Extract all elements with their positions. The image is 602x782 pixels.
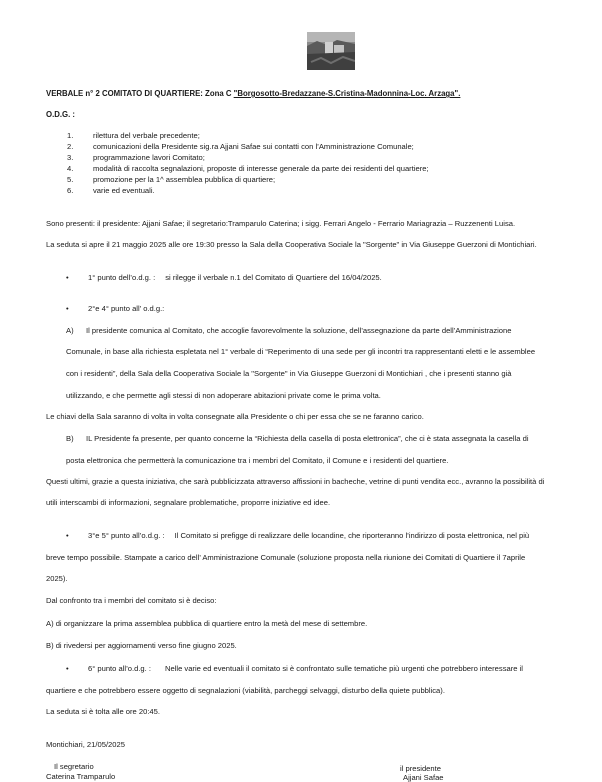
agenda-text: modalità di raccolta segnalazioni, proposte di interesse generale da parte dei residenti del quartiere;: [93, 164, 429, 173]
agenda-num: 4.: [67, 164, 74, 173]
bullet-icon: •: [66, 273, 69, 282]
section-a-line-2: Comunale, in base alla richiesta espletata nel 1° verbale di “Reperimento di una sede per gli incontri tra rappresentanti eletti e le assemblee: [66, 347, 536, 356]
section-a-line-4: utilizzando, e che permette agli stessi di non adoperare abitazioni private come le prima volta.: [66, 391, 381, 400]
keys-paragraph: Le chiavi della Sala saranno di volta in volta consegnate alla Presidente o chi per essa che se ne faranno carico.: [46, 412, 424, 421]
notices-line-1: Questi ultimi, grazie a questa iniziativa, che sarà pubblicizzata attraverso affissioni in bacheche, vetrine di punti vendita ecc., avranno la possibilità di: [46, 477, 545, 486]
document-title: [46, 89, 460, 98]
header-photo: [307, 32, 355, 70]
decision-a: A) di organizzare la prima assemblea pubblica di quartiere entro la metà del mese di settembre.: [46, 619, 368, 628]
closing-paragraph: La seduta si è tolta alle ore 20:45.: [46, 707, 160, 716]
point-3-5-line-3: 2025).: [46, 574, 68, 583]
point-1-label: 1° punto dell’o.d.g. :: [88, 273, 156, 282]
point-3-5: [66, 531, 529, 540]
agenda-item-2: [67, 142, 414, 151]
title-prefix: VERBALE n° 2 COMITATO DI QUARTIERE: Zona C: [46, 89, 234, 98]
decision-b: B) di rivedersi per aggiornamenti verso fine giugno 2025.: [46, 641, 237, 650]
agenda-text: varie ed eventuali.: [93, 186, 155, 195]
odg-label: O.D.G. :: [46, 110, 76, 119]
secretary-role: Il segretario: [54, 762, 94, 771]
bullet-icon: •: [66, 531, 69, 540]
landscape-photo-icon: [307, 32, 355, 70]
agenda-text: comunicazioni della Presidente sig.ra Ajjani Safae sui contatti con l’Amministrazione Comunale;: [93, 142, 414, 151]
president-role: il presidente: [400, 764, 441, 773]
president-name: Ajjani Safae: [403, 773, 444, 782]
place-date: Montichiari, 21/05/2025: [46, 740, 125, 749]
point-2-4-label: 2°e 4° punto all’ o.d.g.:: [88, 304, 165, 313]
point-1: [66, 273, 382, 282]
agenda-text: rilettura del verbale precedente;: [93, 131, 200, 140]
agenda-item-6: [67, 186, 155, 195]
opening-paragraph: La seduta si apre il 21 maggio 2025 alle ore 19:30 presso la Sala della Cooperativa Sociale la "Sorgente" in Via Giuseppe Guerzoni di Montichiari.: [46, 240, 537, 249]
point-3-5-label: 3°e 5° punto all’o.d.g. :: [88, 531, 165, 540]
bullet-icon: •: [66, 664, 69, 673]
point-1-text: si rilegge il verbale n.1 del Comitato di Quartiere del 16/04/2025.: [165, 273, 382, 282]
section-a-label: A): [66, 326, 74, 335]
point-6: [66, 664, 523, 673]
agenda-num: 3.: [67, 153, 74, 162]
title-zone: "Borgosotto-Bredazzane-S.Cristina-Madonnina-Loc. Arzaga".: [233, 89, 461, 98]
notices-line-2: utili interscambi di informazioni, segnalare problematiche, proporre iniziative ed idee.: [46, 498, 331, 507]
decided-paragraph: Dal confronto tra i membri del comitato si è deciso:: [46, 596, 217, 605]
point-3-5-line-2: breve tempo possibile. Stampate a carico dell’ Amministrazione Comunale (soluzione proposta nella riunione dei Comitati di Quartiere il 7aprile: [46, 553, 526, 562]
secretary-name: Caterina Tramparulo: [46, 772, 116, 781]
section-b-line-1: [66, 434, 529, 443]
agenda-item-1: [67, 131, 200, 140]
agenda-text: promozione per la 1^ assemblea pubblica di quartiere;: [93, 175, 276, 184]
agenda-item-5: [67, 175, 275, 184]
section-b-line-2: posta elettronica che permetterà la comunicazione tra i membri del Comitato, il Comune e i residenti del quartiere.: [66, 456, 449, 465]
attendees-paragraph: Sono presenti: il presidente: Ajjani Safae; il segretario:Tramparulo Caterina; i sigg. Ferrari Angelo - Ferrario Mariagrazia – Ruzzenenti Luisa.: [46, 219, 516, 228]
agenda-item-4: [67, 164, 429, 173]
point-3-5-text: Il Comitato si prefigge di realizzare delle locandine, che riporteranno l’indirizzo di posta elettronica, nel più: [174, 531, 530, 540]
agenda-num: 2.: [67, 142, 74, 151]
agenda-num: 6.: [67, 186, 74, 195]
agenda-num: 1.: [67, 131, 74, 140]
bullet-icon: •: [66, 304, 69, 313]
agenda-text: programmazione lavori Comitato;: [93, 153, 205, 162]
point-6-text: Nelle varie ed eventuali il comitato si è confrontato sulle tematiche più urgenti che potrebbero interessare il: [165, 664, 523, 673]
section-a-text: Il presidente comunica al Comitato, che accoglie favorevolmente la soluzione, dell’assegnazione da parte dell’Amministrazione: [86, 326, 512, 335]
agenda-item-3: [67, 153, 205, 162]
point-6-label: 6° punto all’o.d.g. :: [88, 664, 151, 673]
section-b-text: IL Presidente fa presente, per quanto concerne la “Richiesta della casella di posta elettronica”, che ci è stata assegnata la casella di: [86, 434, 529, 443]
point-2-4: [66, 304, 164, 313]
section-a-line-1: [66, 326, 511, 335]
section-a-line-3: con i residenti”, della Sala della Cooperativa Sociale la "Sorgente" in Via Giuseppe Guerzoni di Montichiari , che i presenti stanno già: [66, 369, 512, 378]
section-b-label: B): [66, 434, 74, 443]
agenda-num: 5.: [67, 175, 74, 184]
point-6-line-2: quartiere e che potrebbero essere oggetto di segnalazioni (viabilità, parcheggi selvaggi, disturbo della quiete pubblica).: [46, 686, 445, 695]
